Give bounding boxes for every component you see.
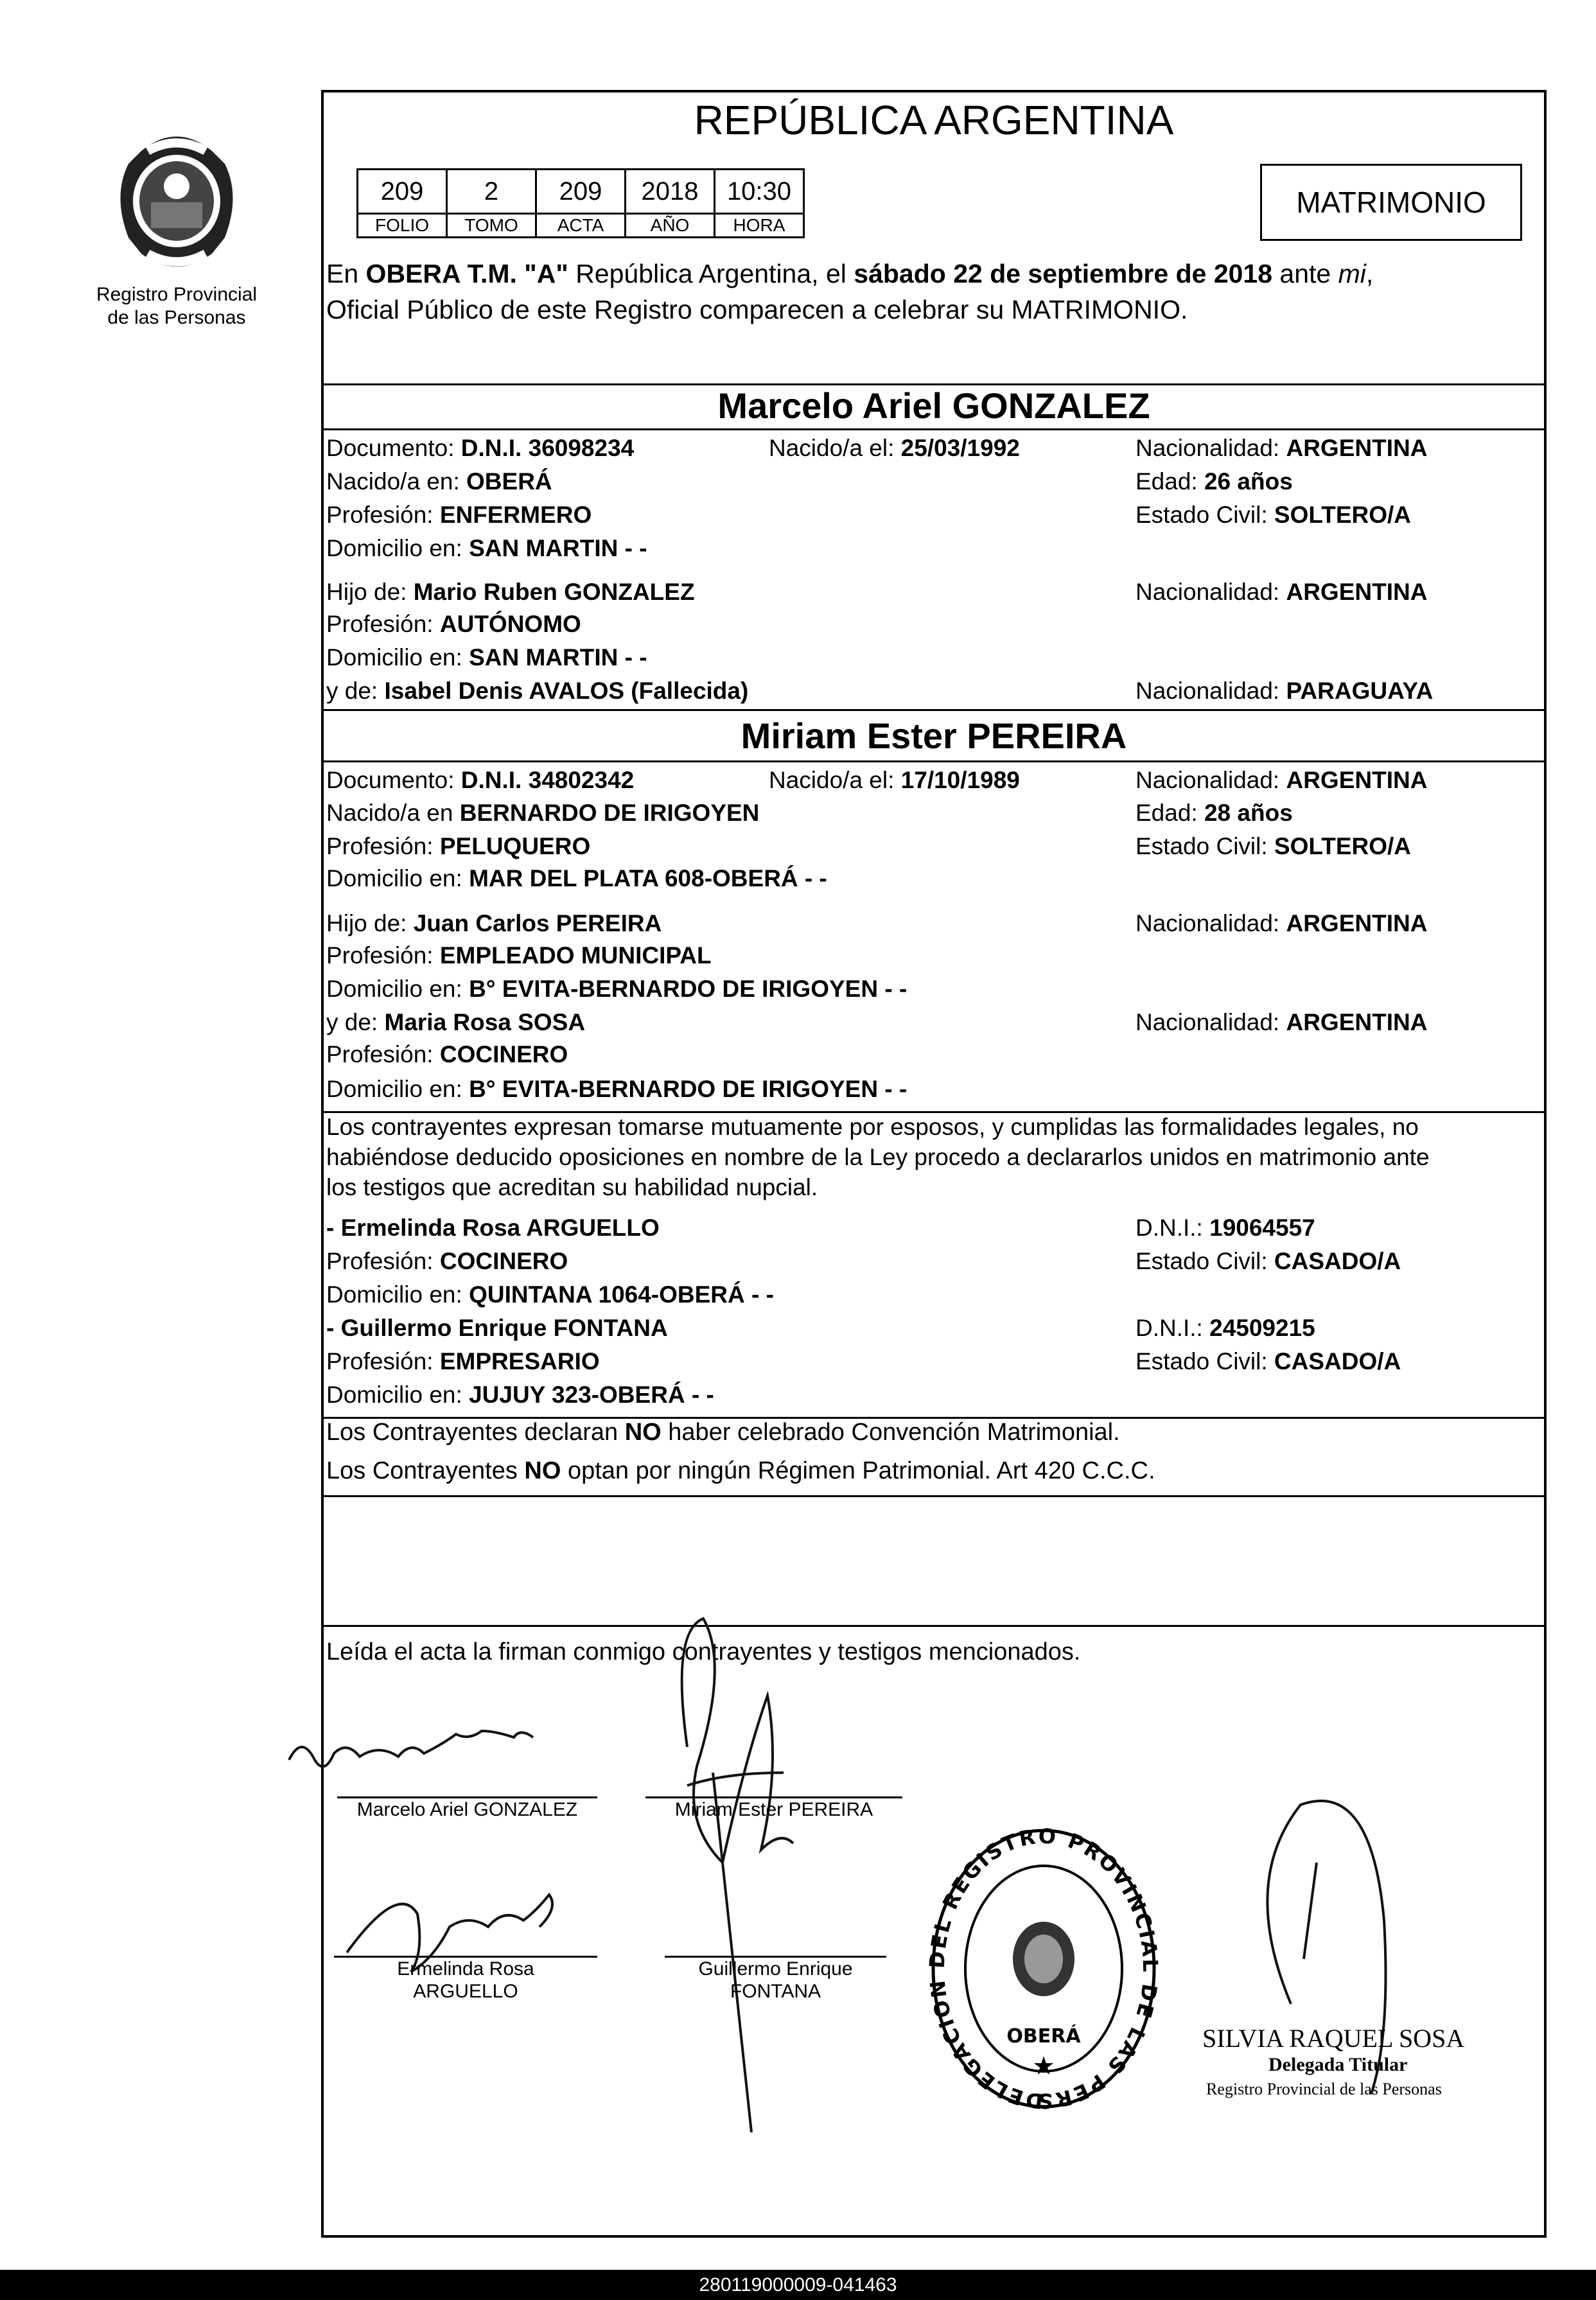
signature-caption-spouse2: Miriam Ester PEREIRA (674, 1799, 873, 1820)
witness2-profession: Profesión: EMPRESARIO (326, 1348, 600, 1374)
witness1-dni: D.N.I.: 19064557 (1136, 1215, 1315, 1241)
spouse2-father-address: Domicilio en: B° EVITA-BERNARDO DE IRIGOYEN - - (326, 976, 908, 1002)
spouse2-document: Documento: D.N.I. 34802342 (326, 767, 635, 793)
stamp-city: OBERÁ (1006, 2025, 1081, 2048)
witness2-civil-status: Estado Civil: CASADO/A (1136, 1348, 1401, 1374)
folio-value: 209 (358, 170, 447, 214)
divider (321, 428, 1547, 430)
convention-line1: Los Contrayentes declaran NO haber celebrado Convención Matrimonial. (326, 1419, 1120, 1446)
provincial-seal-icon (103, 125, 250, 279)
divider (321, 709, 1547, 711)
spouse2-father-nationality: Nacionalidad: ARGENTINA (1136, 910, 1428, 936)
intro-line2: Oficial Público de este Registro comparecen a celebrar su MATRIMONIO. (326, 295, 1188, 324)
spouse2-civil-status: Estado Civil: SOLTERO/A (1136, 833, 1412, 859)
logo-caption-line1: Registro Provincial (96, 284, 258, 305)
tomo-value: 2 (447, 170, 536, 214)
handwritten-signatures (276, 1593, 1496, 2203)
official-name: SILVIA RAQUEL SOSA (1202, 2024, 1465, 2053)
spouse2-nationality: Nacionalidad: ARGENTINA (1136, 767, 1428, 793)
acta-label: ACTA (536, 214, 626, 238)
witness1-address: Domicilio en: QUINTANA 1064-OBERÁ - - (326, 1281, 774, 1308)
official-title: Delegada Titular (1268, 2054, 1408, 2075)
intro-paragraph: En OBERA T.M. "A" República Argentina, el sábado 22 de septiembre de 2018 ante mi, Oficial Público de este Registro comparecen a celebrar su MATRIMONIO. (326, 259, 1374, 324)
registry-logo (77, 125, 276, 329)
svg-text:DELEGACION DEL REGISTRO PROVIN: DELEGACIO EL REGISTRO PROVINCI DE LAS PERS (928, 1823, 1159, 2114)
registry-table (356, 168, 805, 238)
spouse2-father: Hijo de: Juan Carlos PEREIRA (326, 910, 662, 936)
svg-text:★: ★ (1032, 2052, 1055, 2080)
spouse1-father-nationality: Nacionalidad: ARGENTINA (1136, 579, 1428, 605)
spouse2-birthdate: Nacido/a el: 17/10/1989 (769, 767, 1020, 793)
signature-caption-witness2: Guillermo Enrique FONTANA (698, 1958, 853, 2002)
spouse2-profession: Profesión: PELUQUERO (326, 833, 591, 859)
document-type-box: MATRIMONIO (1260, 164, 1522, 241)
spouse1-father-profession: Profesión: AUTÓNOMO (326, 611, 581, 637)
declaration-paragraph: Los contrayentes expresan tomarse mutuamente por esposos, y cumplidas las formalidades legales, no habiéndose deducido oposiciones en nombre de la Ley procedo a declararlos unidos en matrimonio ante los testigos que acreditan su habilidad nupcial. (326, 1114, 1430, 1200)
convention-line2: Los Contrayentes NO optan por ningún Régimen Patrimonial. Art 420 C.C.C. (326, 1457, 1155, 1484)
spouse2-age: Edad: 28 años (1136, 800, 1293, 826)
witness1-profession: Profesión: COCINERO (326, 1248, 568, 1274)
spouse2-address: Domicilio en: MAR DEL PLATA 608-OBERÁ - - (326, 865, 827, 891)
witness1-civil-status: Estado Civil: CASADO/A (1136, 1248, 1401, 1274)
closing-statement: Leída el acta la firman conmigo contrayentes y testigos mencionados. (326, 1638, 1081, 1665)
acta-value: 209 (536, 170, 626, 214)
spouse2-mother-nationality: Nacionalidad: ARGENTINA (1136, 1009, 1428, 1035)
registry-stamp-icon (928, 1821, 1159, 2129)
spouse1-age: Edad: 26 años (1136, 468, 1293, 495)
spouse1-father: Hijo de: Mario Ruben GONZALEZ (326, 579, 695, 605)
spouse2-mother: y de: Maria Rosa SOSA (326, 1009, 586, 1035)
year-label: AÑO (626, 214, 715, 238)
divider (321, 760, 1547, 762)
page-title: REPÚBLICA ARGENTINA (694, 97, 1174, 143)
spouse2-mother-address: Domicilio en: B° EVITA-BERNARDO DE IRIGOYEN - - (326, 1076, 908, 1102)
spouse2-birthplace: Nacido/a en BERNARDO DE IRIGOYEN (326, 800, 760, 826)
signature-caption-witness1: Ermelinda Rosa ARGUELLO (397, 1958, 534, 2002)
official-organization: Registro Provincial de las Personas (1206, 2080, 1442, 2098)
document-code-bar: 280119000009-041463 (0, 2270, 1596, 2300)
spouse2-name: Miriam Ester PEREIRA (741, 715, 1127, 756)
official-stamp (928, 1821, 1159, 2132)
spouse1-birthdate: Nacido/a el: 25/03/1992 (769, 435, 1020, 461)
spouse1-profession: Profesión: ENFERMERO (326, 502, 592, 528)
witness2-address: Domicilio en: JUJUY 323-OBERÁ - - (326, 1382, 714, 1408)
logo-caption-line2: de las Personas (107, 307, 246, 328)
spouse2-father-profession: Profesión: EMPLEADO MUNICIPAL (326, 942, 712, 969)
tomo-label: TOMO (447, 214, 536, 238)
witness1-name: - Ermelinda Rosa ARGUELLO (326, 1215, 660, 1241)
intro-date: sábado 22 de septiembre de 2018 (854, 259, 1273, 288)
year-value: 2018 (626, 170, 715, 214)
spouse1-nationality: Nacionalidad: ARGENTINA (1136, 435, 1428, 461)
hour-value: 10:30 (715, 170, 804, 214)
intro-place: OBERA T.M. "A" (365, 259, 568, 288)
signature-caption-spouse1: Marcelo Ariel GONZALEZ (356, 1799, 578, 1820)
spouse1-civil-status: Estado Civil: SOLTERO/A (1136, 502, 1412, 528)
spouse1-name: Marcelo Ariel GONZALEZ (717, 385, 1150, 426)
spouse1-address: Domicilio en: SAN MARTIN - - (326, 535, 647, 561)
witness2-dni: D.N.I.: 24509215 (1136, 1315, 1315, 1341)
witness2-name: - Guillermo Enrique FONTANA (326, 1315, 668, 1341)
spouse1-document: Documento: D.N.I. 36098234 (326, 435, 635, 461)
spouse1-birthplace: Nacido/a en: OBERÁ (326, 468, 552, 495)
hour-label: HORA (715, 214, 804, 238)
spouse2-mother-profession: Profesión: COCINERO (326, 1041, 568, 1067)
spouse1-mother: y de: Isabel Denis AVALOS (Fallecida) (326, 678, 749, 704)
spouse1-father-address: Domicilio en: SAN MARTIN - - (326, 644, 647, 671)
divider (321, 1495, 1547, 1497)
spouse1-mother-nationality: Nacionalidad: PARAGUAYA (1136, 678, 1434, 704)
folio-label: FOLIO (358, 214, 447, 238)
